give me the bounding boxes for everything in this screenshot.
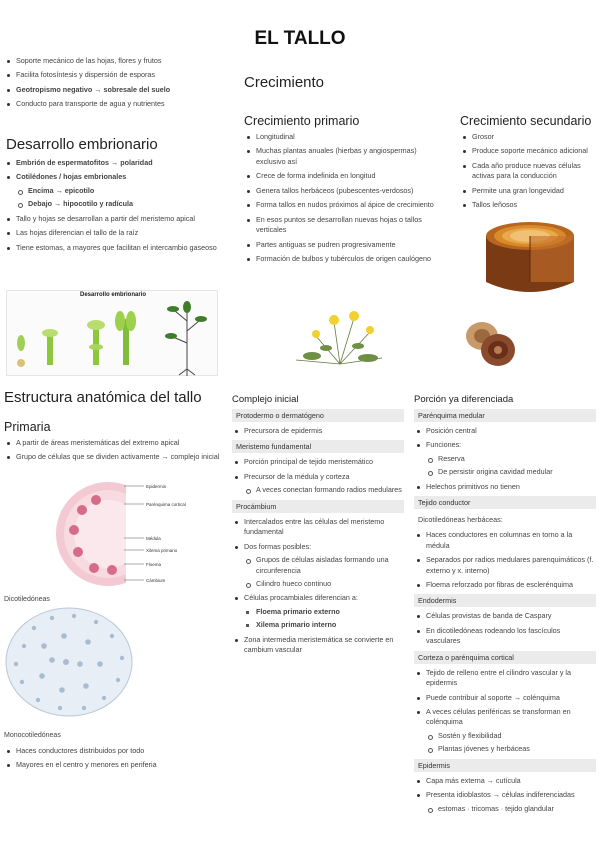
- page-title: EL TALLO: [254, 28, 346, 49]
- list-item: Tallos leñosos: [460, 200, 596, 210]
- figure-label: Floema: [146, 562, 162, 567]
- subheading-complejo-inicial: Complejo inicial: [232, 394, 299, 405]
- procambium-list: [232, 517, 404, 656]
- list-item: Muchas plantas anuales (hierbas y angiospermas) exclusivo así: [244, 146, 440, 167]
- corteza-list: [414, 668, 596, 755]
- band-protodermo: Protodermo o dermatógeno: [232, 409, 404, 422]
- conductor-list: [414, 530, 596, 590]
- list-item: [414, 790, 596, 814]
- list-item: Puede contribuir al soporte → colénquima: [414, 693, 596, 703]
- list-item: Intercalados entre las células del meristemo fundamental: [232, 517, 404, 538]
- wood-cross-section-figure: [468, 216, 592, 302]
- list-item: [414, 440, 596, 477]
- band-corteza: Corteza o parénquima cortical: [414, 651, 596, 664]
- list-item: [232, 472, 404, 496]
- sub-list-item: Cilindro hueco continuo: [244, 579, 404, 589]
- subheading-crecimiento-secundario: Crecimiento secundario: [460, 114, 592, 128]
- figure-label: Médula: [146, 536, 161, 541]
- crecimiento-primario-list: [244, 132, 440, 268]
- list-item: Permite una gran longevidad: [460, 186, 596, 196]
- embryo-sprouts-drawing: [7, 291, 219, 377]
- monocot-cross-section-figure: [4, 606, 134, 718]
- band-meristemo: Meristemo fundamental: [232, 440, 404, 453]
- list-item: Soporte mecánico de las hojas, flores y frutos: [4, 56, 226, 66]
- subheading-porcion-diferenciada: Porción ya diferenciada: [414, 394, 514, 405]
- sub-list-item: Grupos de células aisladas formando una circunferencia: [244, 555, 404, 576]
- band-tejido-conductor: Tejido conductor: [414, 496, 596, 509]
- figure-label: Parénquima cortical: [146, 502, 186, 507]
- list-item: [414, 707, 596, 755]
- endodermis-list: [414, 611, 596, 646]
- protodermo-list: [232, 426, 404, 436]
- seedling-stage-4: [115, 311, 136, 365]
- complejo-inicial-column: [232, 394, 404, 660]
- list-item-text: Grupo de células que se dividen activamente → complejo inicial: [16, 452, 220, 462]
- parenquima-list: [414, 426, 596, 492]
- seedling-stage-1: [17, 335, 25, 367]
- list-item: Células provistas de banda de Caspary: [414, 611, 596, 621]
- list-item: Tallo y hojas se desarrollan a partir del meristemo apical: [4, 214, 226, 224]
- meristemo-list: [232, 457, 404, 495]
- list-item-text: Precursor de la médula y corteza: [244, 471, 350, 481]
- list-item: Precursora de epidermis: [232, 426, 404, 436]
- sub-list-item: Reserva: [426, 454, 596, 464]
- list-item: Helechos primitivos no tienen: [414, 482, 596, 492]
- list-item-text: Funciones:: [426, 440, 462, 450]
- sub-list-item: Encima → epicotilo: [16, 186, 226, 196]
- list-item-text: Cotilédones / hojas embrionales: [16, 172, 127, 182]
- section-heading-estructura: Estructura anatómica del tallo: [4, 389, 202, 406]
- band-epidermis: Epidermis: [414, 759, 596, 772]
- dicot-label: Dicotiledóneas: [4, 596, 50, 603]
- list-item: Produce soporte mecánico adicional: [460, 146, 596, 156]
- list-item-text: Geotropismo negativo → sobresale del suelo: [16, 84, 171, 94]
- list-item: Zona intermedia meristemática se convierte en cambium vascular: [232, 635, 404, 656]
- list-item: Separados por radios medulares parenquimáticos (f. externo y x. interno): [414, 555, 596, 576]
- crecimiento-secundario-list: [460, 132, 596, 215]
- conductor-note: Dicotiledóneas herbáceas:: [418, 515, 503, 525]
- list-item: Partes antiguas se pudren progresivamente: [244, 240, 440, 250]
- subheading-crecimiento-primario: Crecimiento primario: [244, 114, 360, 128]
- list-item: Genera tallos herbáceos (pubescentes-verdosos): [244, 186, 440, 196]
- list-item: Floema reforzado por fibras de esclerénquima: [414, 580, 596, 590]
- trunk-slice-photo: [462, 314, 520, 370]
- section-heading-desarrollo: Desarrollo embrionario: [6, 136, 158, 153]
- list-item: Mayores en el centro y menores en periferia: [4, 760, 220, 770]
- young-plant: [173, 311, 199, 376]
- sub-list-item: Floema primario externo: [244, 607, 404, 617]
- buttercup-drawing: [282, 302, 400, 372]
- figure-title: Desarrollo embrionario: [79, 292, 147, 298]
- list-item: [232, 542, 404, 590]
- list-item: En esos puntos se desarrollan nuevas hojas o tallos verticales: [244, 215, 440, 236]
- list-item: Crece de forma indefinida en longitud: [244, 171, 440, 181]
- monocot-section-drawing: [4, 606, 134, 718]
- stem-cross-section-figure: [46, 480, 186, 588]
- list-item: Capa más externa → cutícula: [414, 776, 596, 786]
- list-item: [4, 452, 220, 462]
- sub-list-item: Sostén y flexibilidad: [426, 731, 596, 741]
- list-item: En dicotiledóneas rodeando los fascículos vasculares: [414, 626, 596, 647]
- seedling-stage-2: [42, 329, 58, 365]
- list-item: Las hojas diferencian el tallo de la raíz: [4, 228, 226, 238]
- sub-list-item: Plantas jóvenes y herbáceas: [426, 744, 596, 754]
- sub-list-item: De persistir origina cavidad medular: [426, 467, 596, 477]
- list-item: Porción principal de tejido meristemático: [232, 457, 404, 467]
- list-item: Longitudinal: [244, 132, 440, 142]
- subheading-primaria: Primaria: [4, 420, 51, 434]
- list-item: [4, 85, 226, 95]
- buttercup-plant-figure: [282, 302, 400, 372]
- figure-label: Xilema primario: [146, 548, 178, 553]
- list-item: [232, 593, 404, 630]
- intro-list: [4, 56, 226, 114]
- sub-list-item: Xilema primario interno: [244, 620, 404, 630]
- list-item: Haces conductores distribuidos por todo: [4, 746, 220, 756]
- list-item: Haces conductores en columnas en torno a la médula: [414, 530, 596, 551]
- list-item: Conducto para transporte de agua y nutrientes: [4, 99, 226, 109]
- primaria-list: [4, 438, 220, 467]
- list-item: Grosor: [460, 132, 596, 142]
- porcion-diferenciada-column: [414, 394, 596, 818]
- list-item-text: Dos formas posibles:: [244, 541, 312, 551]
- monocot-list: [4, 746, 220, 775]
- stem-section-drawing: [46, 480, 186, 588]
- epidermis-list: [414, 776, 596, 814]
- log-section-drawing: [468, 216, 592, 302]
- list-item: Formación de bulbos y tubérculos de origen caulógeno: [244, 254, 440, 264]
- section-heading-crecimiento: Crecimiento: [244, 74, 325, 91]
- embryo-development-figure: [6, 290, 218, 376]
- list-item-text: Células procambiales diferencian a:: [244, 593, 358, 603]
- figure-label: Cámbium: [146, 578, 166, 583]
- list-item: Cada año produce nuevas células activas para la conducción: [460, 161, 596, 182]
- band-procambium: Procámbium: [232, 500, 404, 513]
- sub-list-item: Debajo → hipocotilo y radícula: [16, 199, 226, 209]
- list-item: Facilita fotosíntesis y dispersión de esporas: [4, 70, 226, 80]
- sub-list-item: estomas · tricomas · tejido glandular: [426, 804, 596, 814]
- list-item: Tejido de relleno entre el cilindro vascular y la epidermis: [414, 668, 596, 689]
- list-item: Posición central: [414, 426, 596, 436]
- trunk-slice-drawing: [462, 314, 520, 370]
- band-endodermis: Endodermis: [414, 594, 596, 607]
- list-item: Embrión de espermatofitos → polaridad: [4, 158, 226, 168]
- desarrollo-list: [4, 158, 226, 257]
- sub-list-item: A veces conectan formando radios medulares: [244, 485, 404, 495]
- band-parenquima-medular: Parénquima medular: [414, 409, 596, 422]
- list-item: [4, 172, 226, 209]
- monocot-label: Monocotiledóneas: [4, 732, 61, 739]
- list-item: Forma tallos en nudos próximos al ápice de crecimiento: [244, 200, 440, 210]
- figure-label: Epidermis: [146, 484, 167, 489]
- seedling-stage-3: [87, 320, 105, 365]
- list-item-text: Presenta idioblastos → células indiferenciadas: [426, 790, 575, 800]
- list-item: A partir de áreas meristemáticas del extremo apical: [4, 438, 220, 448]
- list-item-text: A veces células periféricas se transforman en colénquima: [426, 707, 571, 727]
- list-item: Tiene estomas, a mayores que facilitan el intercambio gaseoso: [4, 243, 226, 253]
